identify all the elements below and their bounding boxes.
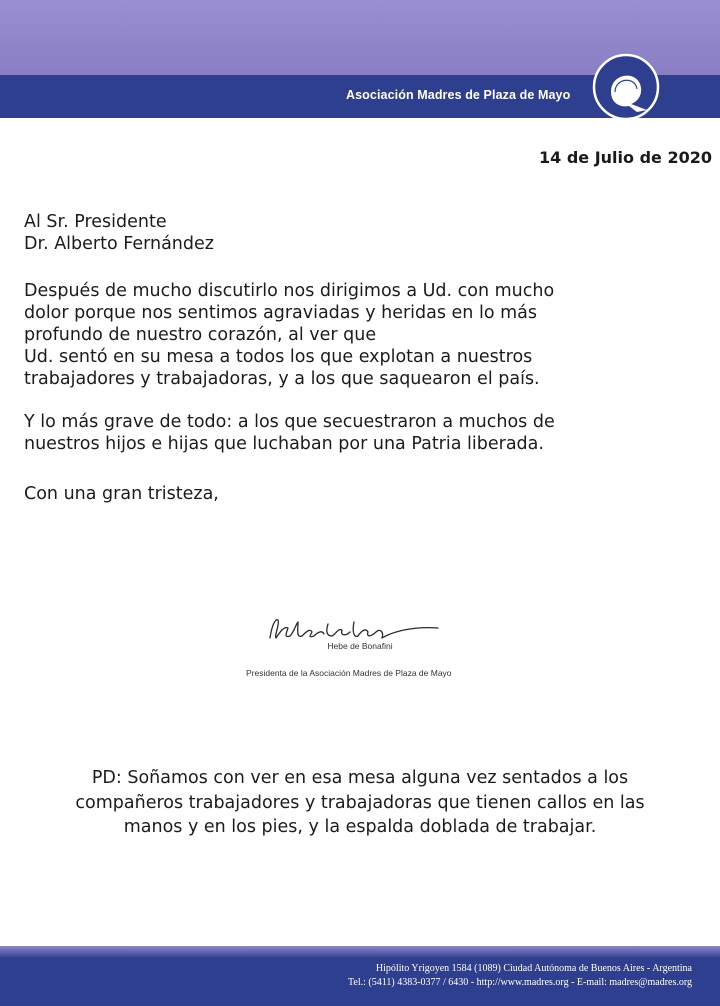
- postscript-line: compañeros trabajadores y trabajadoras que tienen callos en las: [75, 792, 645, 813]
- recipient-line: Dr. Alberto Fernández: [24, 234, 214, 254]
- postscript-line: PD: Soñamos con ver en esa mesa alguna vez sentados a los: [91, 768, 629, 788]
- organization-name: Asociación Madres de Plaza de Mayo: [346, 88, 571, 102]
- paragraph-line: Y lo más grave de todo: a los que secuestraron a muchos de: [24, 412, 555, 432]
- signer-name: Hebe de Bonafini: [327, 641, 393, 651]
- paragraph: [24, 411, 714, 455]
- headscarf-logo-icon: [591, 52, 661, 122]
- paragraph: [24, 280, 714, 390]
- postscript: [0, 766, 720, 840]
- paragraph-line: Después de mucho discutirlo nos dirigimos a Ud. con mucho: [24, 281, 555, 301]
- recipient-block: [24, 211, 214, 255]
- signer-title: Presidenta de la Asociación Madres de Plaza de Mayo: [246, 668, 452, 678]
- paragraph-line: profundo de nuestro corazón, al ver que: [24, 325, 377, 345]
- paragraph-line: nuestros hijos e hijas que luchaban por una Patria liberada.: [24, 434, 544, 454]
- letter-body: [24, 280, 714, 476]
- paragraph-line: dolor porque nos sentimos agraviadas y heridas en lo más: [24, 303, 537, 323]
- paragraph-line: trabajadores y trabajadoras, y a los que saquearon el país.: [24, 369, 540, 389]
- footer-contact: [348, 962, 692, 990]
- footer-phone-web-email: Tel.: (5411) 4383-0377 / 6430 - http://www.madres.org - E-mail: madres@madres.org: [348, 977, 692, 988]
- paragraph-line: Ud. sentó en su mesa a todos los que explotan a nuestros: [24, 347, 533, 367]
- footer-address: Hipólito Yrigoyen 1584 (1089) Ciudad Autónoma de Buenos Aires - Argentina: [375, 963, 692, 974]
- recipient-line: Al Sr. Presidente: [24, 212, 167, 232]
- closing-line: Con una gran tristeza,: [24, 484, 219, 504]
- letter-date: 14 de Julio de 2020: [539, 148, 712, 167]
- postscript-line: manos y en los pies, y la espalda doblada de trabajar.: [123, 817, 597, 837]
